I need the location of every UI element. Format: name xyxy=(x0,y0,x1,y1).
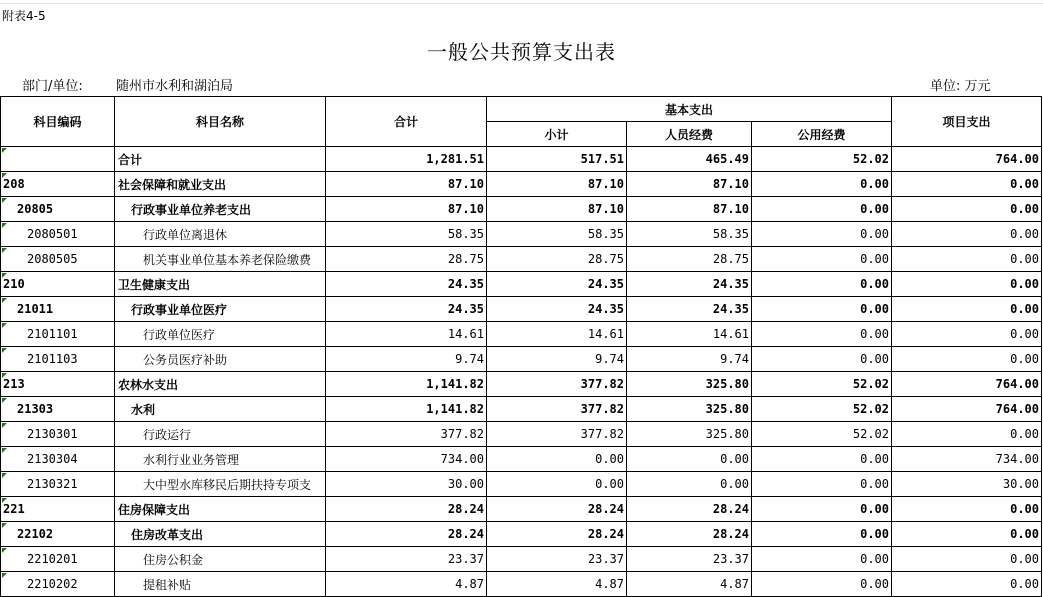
cell-personnel[interactable]: 325.80 xyxy=(627,397,752,422)
cell-name[interactable]: 卫生健康支出 xyxy=(115,272,326,297)
cell-total[interactable]: 28.75 xyxy=(326,247,487,272)
cell-subtotal[interactable]: 9.74 xyxy=(487,347,627,372)
cell-subtotal[interactable]: 0.00 xyxy=(487,472,627,497)
page-title: 一般公共预算支出表 xyxy=(427,40,616,64)
cell-project[interactable]: 734.00 xyxy=(892,447,1042,472)
cell-total[interactable]: 1,141.82 xyxy=(326,397,487,422)
cell-total[interactable]: 23.37 xyxy=(326,547,487,572)
cell-project[interactable]: 764.00 xyxy=(892,397,1042,422)
cell-code[interactable]: 21303 xyxy=(1,397,115,422)
cell-code[interactable]: 221 xyxy=(1,497,115,522)
cell-subtotal[interactable]: 377.82 xyxy=(487,372,627,397)
cell-subtotal[interactable]: 58.35 xyxy=(487,222,627,247)
table-row xyxy=(1,497,1042,522)
cell-public[interactable]: 52.02 xyxy=(752,147,892,172)
table-row xyxy=(1,447,1042,472)
table-row xyxy=(1,197,1042,222)
cell-personnel[interactable]: 325.80 xyxy=(627,372,752,397)
cell-subtotal[interactable]: 28.24 xyxy=(487,497,627,522)
cell-total[interactable]: 28.24 xyxy=(326,497,487,522)
cell-total[interactable]: 87.10 xyxy=(326,197,487,222)
cell-public[interactable]: 0.00 xyxy=(752,172,892,197)
cell-project[interactable]: 0.00 xyxy=(892,222,1042,247)
cell-project[interactable]: 0.00 xyxy=(892,347,1042,372)
cell-code[interactable]: 210 xyxy=(1,272,115,297)
cell-subtotal[interactable]: 87.10 xyxy=(487,197,627,222)
cell-project[interactable]: 0.00 xyxy=(892,547,1042,572)
cell-total[interactable]: 1,141.82 xyxy=(326,372,487,397)
cell-project[interactable]: 0.00 xyxy=(892,572,1042,597)
cell-public[interactable]: 0.00 xyxy=(752,322,892,347)
cell-personnel[interactable]: 465.49 xyxy=(627,147,752,172)
cell-project[interactable]: 0.00 xyxy=(892,522,1042,547)
header-project[interactable]: 项目支出 xyxy=(892,97,1042,147)
header-total[interactable]: 合计 xyxy=(326,97,487,147)
cell-name[interactable]: 水利 xyxy=(115,397,326,422)
cell-code[interactable]: 2101103 xyxy=(1,347,115,372)
cell-public[interactable]: 52.02 xyxy=(752,372,892,397)
cell-personnel[interactable]: 58.35 xyxy=(627,222,752,247)
cell-public[interactable]: 0.00 xyxy=(752,522,892,547)
cell-public[interactable]: 0.00 xyxy=(752,297,892,322)
cell-code[interactable]: 2210201 xyxy=(1,547,115,572)
cell-public[interactable]: 0.00 xyxy=(752,272,892,297)
cell-name[interactable]: 大中型水库移民后期扶持专项支 xyxy=(115,472,326,497)
annex-label: 附表4-5 xyxy=(2,9,46,23)
table-row xyxy=(1,172,1042,197)
table-row xyxy=(1,372,1042,397)
cell-code[interactable]: 213 xyxy=(1,372,115,397)
table-row xyxy=(1,347,1042,372)
budget-table xyxy=(0,96,1042,597)
cell-project[interactable]: 0.00 xyxy=(892,422,1042,447)
cell-personnel[interactable]: 4.87 xyxy=(627,572,752,597)
cell-name[interactable]: 合计 xyxy=(115,147,326,172)
cell-code[interactable]: 2210202 xyxy=(1,572,115,597)
cell-subtotal[interactable]: 24.35 xyxy=(487,272,627,297)
table-row xyxy=(1,397,1042,422)
header-subtotal[interactable]: 小计 xyxy=(487,122,627,147)
cell-code[interactable]: 21011 xyxy=(1,297,115,322)
table-row xyxy=(1,572,1042,597)
cell-name[interactable]: 住房公积金 xyxy=(115,547,326,572)
header-basic[interactable]: 基本支出 xyxy=(487,97,892,122)
cell-public[interactable]: 0.00 xyxy=(752,472,892,497)
cell-project[interactable]: 0.00 xyxy=(892,272,1042,297)
cell-subtotal[interactable]: 377.82 xyxy=(487,397,627,422)
cell-personnel[interactable]: 23.37 xyxy=(627,547,752,572)
cell-code[interactable]: 22102 xyxy=(1,522,115,547)
cell-subtotal[interactable]: 24.35 xyxy=(487,297,627,322)
cell-code[interactable]: 2101101 xyxy=(1,322,115,347)
cell-name[interactable]: 农林水支出 xyxy=(115,372,326,397)
cell-total[interactable]: 377.82 xyxy=(326,422,487,447)
cell-project[interactable]: 0.00 xyxy=(892,297,1042,322)
cell-personnel[interactable]: 28.24 xyxy=(627,522,752,547)
cell-name[interactable]: 行政运行 xyxy=(115,422,326,447)
cell-total[interactable]: 58.35 xyxy=(326,222,487,247)
cell-subtotal[interactable]: 28.24 xyxy=(487,522,627,547)
cell-total[interactable]: 24.35 xyxy=(326,272,487,297)
cell-total[interactable]: 1,281.51 xyxy=(326,147,487,172)
cell-name[interactable]: 公务员医疗补助 xyxy=(115,347,326,372)
cell-project[interactable]: 0.00 xyxy=(892,322,1042,347)
cell-project[interactable]: 0.00 xyxy=(892,172,1042,197)
header-name[interactable]: 科目名称 xyxy=(115,97,326,147)
cell-total[interactable]: 14.61 xyxy=(326,322,487,347)
cell-public[interactable]: 52.02 xyxy=(752,422,892,447)
table-row xyxy=(1,247,1042,272)
cell-public[interactable]: 0.00 xyxy=(752,572,892,597)
cell-total[interactable]: 734.00 xyxy=(326,447,487,472)
dept-value: 随州市水利和湖泊局 xyxy=(116,79,234,94)
cell-personnel[interactable]: 28.24 xyxy=(627,497,752,522)
cell-name[interactable]: 住房保障支出 xyxy=(115,497,326,522)
cell-name[interactable]: 提租补贴 xyxy=(115,572,326,597)
cell-code[interactable]: 208 xyxy=(1,172,115,197)
unit-label: 单位: 万元 xyxy=(930,79,991,94)
cell-subtotal[interactable]: 23.37 xyxy=(487,547,627,572)
cell-public[interactable]: 52.02 xyxy=(752,397,892,422)
cell-total[interactable]: 87.10 xyxy=(326,172,487,197)
table-row xyxy=(1,147,1042,172)
cell-name[interactable]: 行政事业单位医疗 xyxy=(115,297,326,322)
cell-subtotal[interactable]: 0.00 xyxy=(487,447,627,472)
cell-code[interactable]: 2130321 xyxy=(1,472,115,497)
cell-code[interactable]: 2080505 xyxy=(1,247,115,272)
cell-personnel[interactable]: 87.10 xyxy=(627,197,752,222)
cell-total[interactable]: 9.74 xyxy=(326,347,487,372)
cell-subtotal[interactable]: 4.87 xyxy=(487,572,627,597)
cell-subtotal[interactable]: 377.82 xyxy=(487,422,627,447)
cell-code[interactable]: 2130304 xyxy=(1,447,115,472)
table-row xyxy=(1,272,1042,297)
cell-code[interactable] xyxy=(1,147,115,172)
cell-code[interactable]: 2130301 xyxy=(1,422,115,447)
cell-total[interactable]: 24.35 xyxy=(326,297,487,322)
cell-personnel[interactable]: 0.00 xyxy=(627,447,752,472)
cell-public[interactable]: 0.00 xyxy=(752,497,892,522)
table-row xyxy=(1,222,1042,247)
table-row xyxy=(1,422,1042,447)
table-row xyxy=(1,472,1042,497)
cell-project[interactable]: 0.00 xyxy=(892,497,1042,522)
cell-personnel[interactable]: 325.80 xyxy=(627,422,752,447)
cell-personnel[interactable]: 28.75 xyxy=(627,247,752,272)
cell-public[interactable]: 0.00 xyxy=(752,247,892,272)
header-code[interactable]: 科目编码 xyxy=(1,97,115,147)
cell-code[interactable]: 20805 xyxy=(1,197,115,222)
cell-public[interactable]: 0.00 xyxy=(752,347,892,372)
cell-personnel[interactable]: 0.00 xyxy=(627,472,752,497)
cell-project[interactable]: 0.00 xyxy=(892,247,1042,272)
cell-total[interactable]: 4.87 xyxy=(326,572,487,597)
cell-name[interactable]: 社会保障和就业支出 xyxy=(115,172,326,197)
cell-name[interactable]: 水利行业业务管理 xyxy=(115,447,326,472)
cell-code[interactable]: 2080501 xyxy=(1,222,115,247)
cell-public[interactable]: 0.00 xyxy=(752,197,892,222)
cell-personnel[interactable]: 24.35 xyxy=(627,272,752,297)
cell-total[interactable]: 30.00 xyxy=(326,472,487,497)
table-row xyxy=(1,297,1042,322)
sheet-grid-top xyxy=(0,0,1043,4)
cell-name[interactable]: 行政事业单位养老支出 xyxy=(115,197,326,222)
cell-personnel[interactable]: 87.10 xyxy=(627,172,752,197)
cell-total[interactable]: 28.24 xyxy=(326,522,487,547)
header-personnel[interactable]: 人员经费 xyxy=(627,122,752,147)
header-public[interactable]: 公用经费 xyxy=(752,122,892,147)
cell-project[interactable]: 764.00 xyxy=(892,372,1042,397)
cell-project[interactable]: 764.00 xyxy=(892,147,1042,172)
cell-name[interactable]: 行政单位医疗 xyxy=(115,322,326,347)
cell-public[interactable]: 0.00 xyxy=(752,222,892,247)
table-row xyxy=(1,322,1042,347)
table-row xyxy=(1,522,1042,547)
cell-subtotal[interactable]: 14.61 xyxy=(487,322,627,347)
cell-name[interactable]: 住房改革支出 xyxy=(115,522,326,547)
cell-name[interactable]: 机关事业单位基本养老保险缴费 xyxy=(115,247,326,272)
header-row-1 xyxy=(1,97,1042,122)
cell-personnel[interactable]: 14.61 xyxy=(627,322,752,347)
cell-public[interactable]: 0.00 xyxy=(752,447,892,472)
cell-project[interactable]: 30.00 xyxy=(892,472,1042,497)
cell-personnel[interactable]: 24.35 xyxy=(627,297,752,322)
table-row xyxy=(1,547,1042,572)
cell-subtotal[interactable]: 517.51 xyxy=(487,147,627,172)
dept-label: 部门/单位: xyxy=(22,79,83,94)
cell-project[interactable]: 0.00 xyxy=(892,197,1042,222)
cell-subtotal[interactable]: 87.10 xyxy=(487,172,627,197)
cell-public[interactable]: 0.00 xyxy=(752,547,892,572)
cell-personnel[interactable]: 9.74 xyxy=(627,347,752,372)
cell-name[interactable]: 行政单位离退休 xyxy=(115,222,326,247)
cell-subtotal[interactable]: 28.75 xyxy=(487,247,627,272)
